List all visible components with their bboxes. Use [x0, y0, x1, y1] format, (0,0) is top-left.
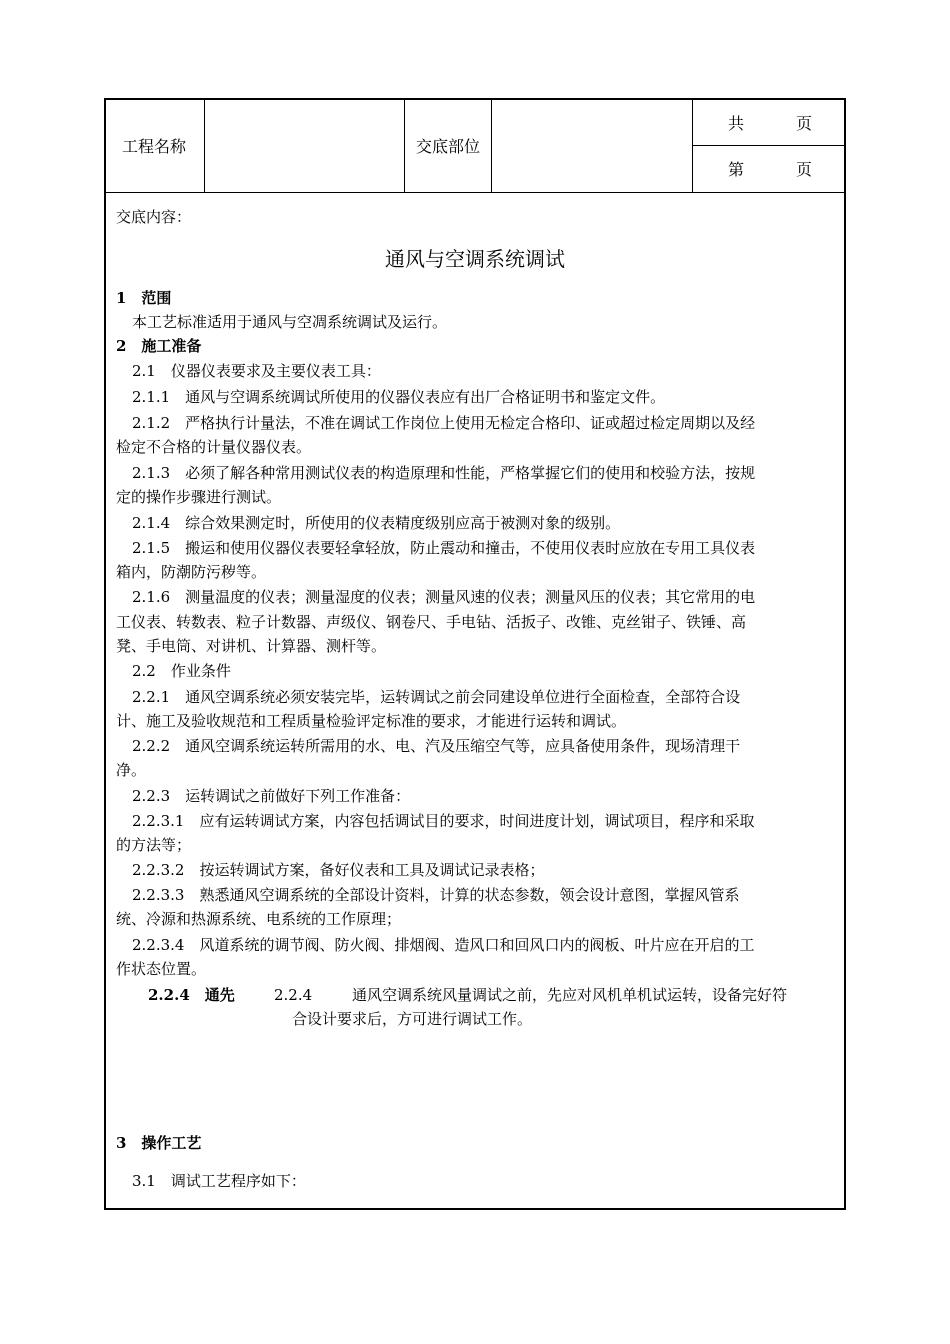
paragraph: 2.1.2 严格执行计量法，不准在调试工作岗位上使用无检定合格印、证或超过检定周期以及经	[132, 414, 756, 432]
divider	[693, 145, 844, 146]
paragraph-number: 2.2.4	[274, 986, 313, 1004]
paragraph: 计、施工及验收规范和工程质量检验评定标准的要求，才能进行运转和调试。	[116, 712, 627, 730]
divider	[404, 100, 405, 192]
total-pages-unit: 页	[796, 114, 813, 133]
paragraph: 2.2.2 通风空调系统运转所需用的水、电、汽及压缩空气等，应具备使用条件，现场清理干	[132, 737, 741, 755]
divider	[692, 100, 693, 192]
page-number-unit: 页	[796, 160, 813, 179]
paragraph: 2.2.3.4 风道系统的调节阀、防火阀、排烟阀、造风口和回风口内的阀板、叶片应在开启的工	[132, 936, 755, 954]
paragraph: 凳、手电筒、对讲机、计算器、测杆等。	[116, 637, 387, 655]
location-label: 交底部位	[416, 137, 481, 156]
paragraph: 统、冷源和热源系统、电系统的工作原理；	[116, 910, 402, 928]
paragraph: 2.2.3.1 应有运转调试方案，内容包括调试目的要求，时间进度计划，调试项目，程序和采取	[132, 812, 755, 830]
paragraph: 2.1.5 搬运和使用仪器仪表要轻拿轻放，防止震动和撞击，不使用仪表时应放在专用工具仪表	[132, 539, 756, 557]
paragraph: 2.1.6 测量温度的仪表；测量湿度的仪表；测量风速的仪表；测量风压的仪表；其它常用的电	[132, 588, 756, 606]
section-heading: 1 范围	[116, 289, 172, 307]
paragraph: 2.2.1 通风空调系统必须安装完毕，运转调试之前会同建设单位进行全面检查，全部符合设	[132, 688, 741, 706]
content-label: 交底内容：	[116, 208, 192, 226]
page-title: 通风与空调系统调试	[385, 247, 565, 271]
paragraph: 2.1.1 通风与空调系统调试所使用的仪器仪表应有出厂合格证明书和鉴定文件。	[132, 388, 666, 406]
disclosure-form	[104, 98, 846, 1210]
section-heading: 2 施工准备	[116, 337, 202, 355]
paragraph: 2.2.3.2 按运转调试方案，备好仪表和工具及调试记录表格；	[132, 861, 545, 879]
paragraph: 箱内，防潮防污秽等。	[116, 563, 267, 581]
paragraph: 净。	[116, 761, 147, 779]
total-pages-label: 共	[728, 114, 745, 133]
form-header	[106, 100, 844, 193]
paragraph: 2.1.3 必须了解各种常用测试仪表的构造原理和性能，严格掌握它们的使用和校验方法，按规	[132, 464, 756, 482]
divider	[491, 100, 492, 192]
paragraph: 定的操作步骤进行测试。	[116, 488, 282, 506]
paragraph: 2.2.3.3 熟悉通风空调系统的全部设计资料，计算的状态参数，领会设计意图，掌握风管系	[132, 886, 740, 904]
paragraph: 2.2.3 运转调试之前做好下列工作准备：	[132, 787, 411, 805]
project-name-label: 工程名称	[122, 137, 187, 156]
paragraph: 工仪表、转数表、粒子计数器、声级仪、钢卷尺、手电钻、活扳子、改锥、克丝钳子、铁锤、高	[116, 613, 747, 631]
paragraph: 2.1.4 综合效果测定时，所使用的仪表精度级别应高于被测对象的级别。	[132, 514, 621, 532]
paragraph: 检定不合格的计量仪器仪表。	[116, 438, 312, 456]
paragraph: 合设计要求后，方可进行调试工作。	[292, 1010, 533, 1028]
paragraph-label: 2.2.4 通先	[148, 986, 235, 1004]
paragraph: 3.1 调试工艺程序如下：	[132, 1172, 306, 1190]
paragraph: 作状态位置。	[116, 960, 207, 978]
paragraph: 2.1 仪器仪表要求及主要仪表工具：	[132, 362, 381, 380]
paragraph: 2.2 作业条件	[132, 662, 231, 680]
paragraph: 本工艺标准适用于通风与空凋系统调试及运行。	[132, 313, 448, 331]
paragraph: 的方法等；	[116, 836, 192, 854]
section-heading: 3 操作工艺	[116, 1134, 202, 1152]
paragraph: 通风空调系统风量调试之前，先应对风机单机试运转，设备完好符	[352, 986, 788, 1004]
divider	[204, 100, 205, 192]
page-number-label: 第	[728, 160, 745, 179]
